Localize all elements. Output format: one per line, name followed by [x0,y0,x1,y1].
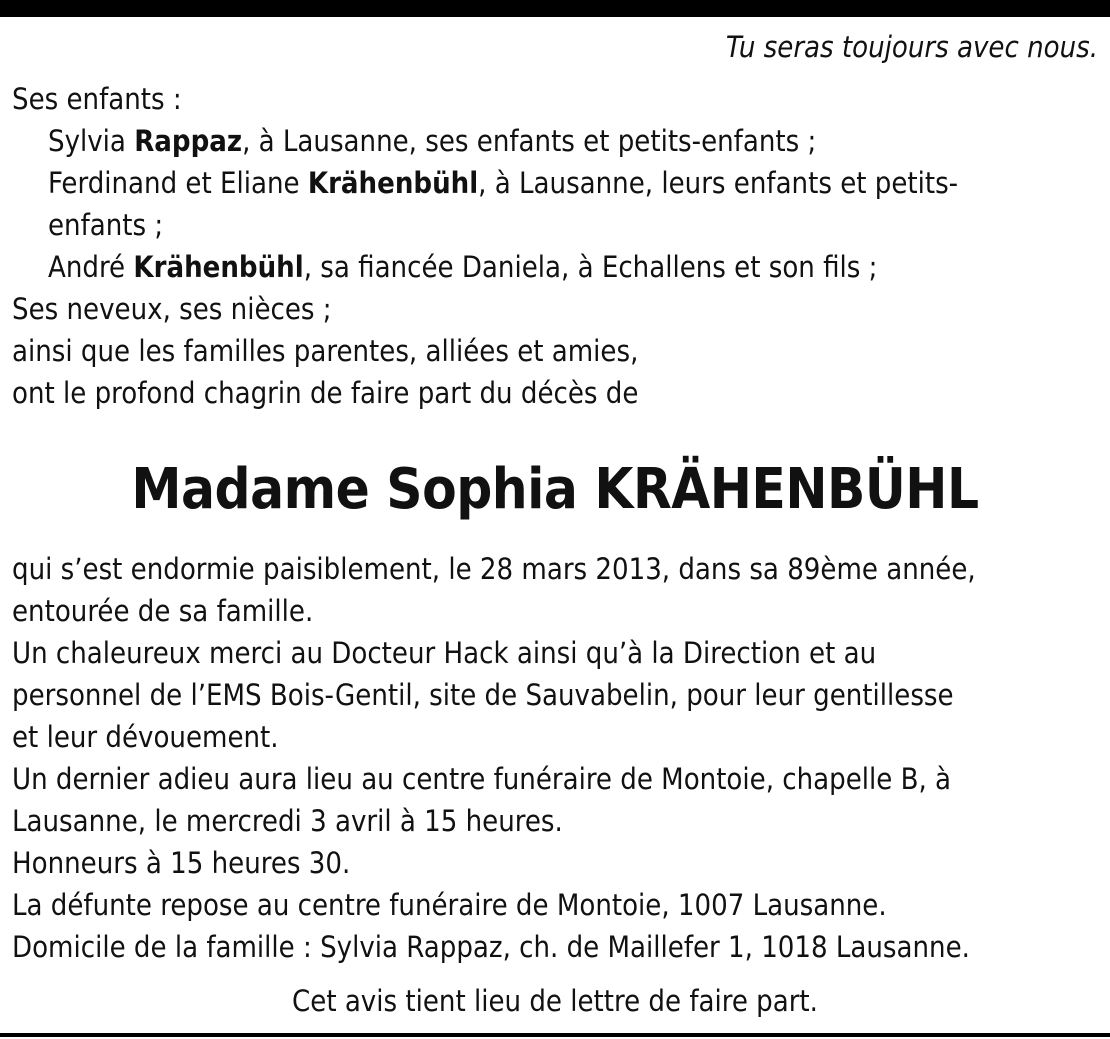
family-line-nephews: Ses neveux, ses nièces ; [12,292,332,326]
bottom-border-rule [0,1033,1110,1037]
motto-line: Tu seras toujours avec nous. [725,30,1098,64]
body-line-8: Honneurs à 15 heures 30. [12,846,351,880]
family-entry-1 [12,120,1100,162]
entry-surname: Krähenbühl [133,250,304,284]
body-line-6: Un dernier adieu aura lieu au centre funéraire de Montoie, chapelle B, à [12,762,952,796]
body-line-2: entourée de sa famille. [12,594,314,628]
entry-surname: Rappaz [134,124,243,158]
entry-text: , à Lausanne, ses enfants et petits-enfants ; [242,124,817,158]
family-entry-3 [12,246,1100,288]
top-border-rule [0,0,1110,17]
body-line-4: personnel de l’EMS Bois-Gentil, site de Sauvabelin, pour leur gentillesse [12,678,954,712]
entry-text: , sa fiancée Daniela, à Echallens et son fils ; [303,250,878,284]
body-line-9: La défunte repose au centre funéraire de Montoie, 1007 Lausanne. [12,888,887,922]
entry-text: , à Lausanne, leurs enfants et petits- [478,166,959,200]
entry-surname: Krähenbühl [307,166,479,200]
family-intro: Ses enfants : [12,82,182,116]
body-line-5: et leur dévouement. [12,720,279,754]
entry-text: Sylvia [48,124,135,158]
entry-text: André [48,250,134,284]
body-section [12,548,1100,968]
family-section [12,78,1100,414]
body-line-3: Un chaleureux merci au Docteur Hack ainsi qu’à la Direction et au [12,636,877,670]
body-line-7: Lausanne, le mercredi 3 avril à 15 heures. [12,804,563,838]
family-entry-2 [12,162,1100,204]
body-line-10: Domicile de la famille : Sylvia Rappaz, ch. de Maillefer 1, 1018 Lausanne. [12,930,970,964]
family-line-relatives: ainsi que les familles parentes, alliées et amies, [12,334,639,368]
family-line-announcement: ont le profond chagrin de faire part du décès de [12,376,639,410]
family-entry-2-continuation: enfants ; [48,208,164,242]
entry-text: Ferdinand et Eliane [48,166,308,200]
closing-line: Cet avis tient lieu de lettre de faire part. [292,984,818,1018]
body-line-1: qui s’est endormie paisiblement, le 28 mars 2013, dans sa 89ème année, [12,552,976,586]
deceased-name-heading: Madame Sophia KRÄHENBÜHL [131,457,979,522]
